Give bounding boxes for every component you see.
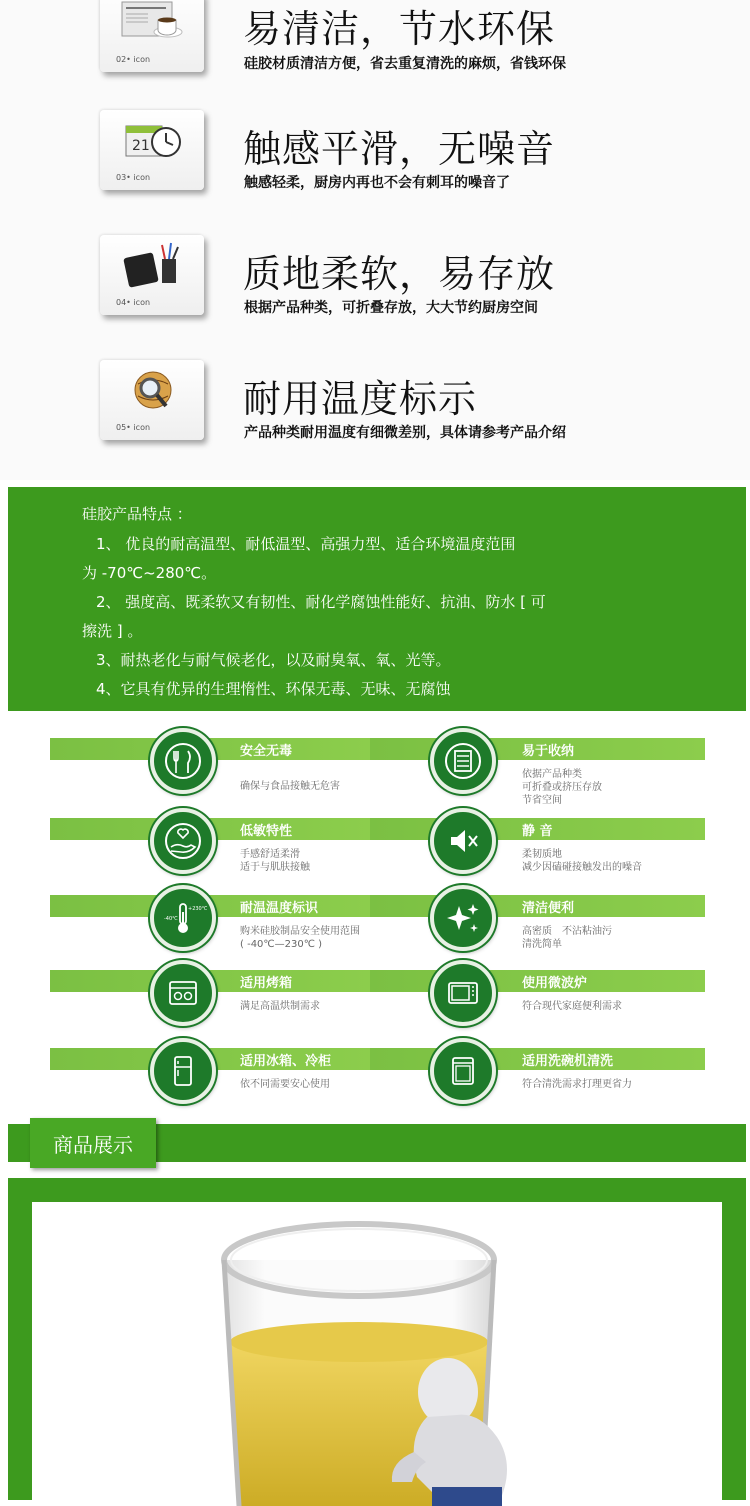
grid-item-hypoallergenic (50, 808, 390, 880)
grid-item-title: 清洁便利 (522, 901, 575, 916)
icon-label: 03• icon (116, 173, 151, 182)
tea-glass-infuser-illustration (32, 1202, 722, 1502)
section-title: 商品展示 (30, 1118, 156, 1168)
grid-item-title: 适用洗碗机清洗 (522, 1054, 614, 1069)
silicone-properties-panel (8, 487, 746, 711)
grid-item-fridge (50, 1038, 390, 1110)
feature-easy-clean (0, 0, 750, 110)
grid-item-desc: 高密质 不沾粘油污 (522, 926, 612, 937)
grid-item-desc: 节省空间 (522, 795, 562, 806)
feature-icon-card (100, 235, 204, 315)
properties-line: 2、 强度高、既柔软又有韧性、耐化学腐蚀性能好、抗油、防水 [ 可 (96, 593, 546, 611)
grid-item-desc: 清洗简单 (522, 939, 562, 950)
grid-item-safe (50, 728, 390, 800)
grid-item-desc: 依不同需要安心使用 (240, 1079, 330, 1090)
product-showcase (8, 1178, 746, 1500)
properties-line: 擦洗 ] 。 (82, 622, 143, 640)
sparkle-icon (430, 885, 496, 951)
grid-item-desc: 符合清洗需求打理更省力 (522, 1079, 632, 1090)
grid-item-title: 使用微波炉 (522, 976, 588, 991)
grid-item-title: 耐温温度标识 (240, 901, 319, 916)
icon-label: 04• icon (116, 298, 151, 307)
grid-item-desc: 可折叠或挤压存放 (522, 782, 602, 793)
oven-icon (150, 960, 216, 1026)
tablet-pens-icon (118, 241, 188, 289)
grid-item-dishwasher (370, 1038, 710, 1110)
grid-item-silent (370, 808, 710, 880)
icon-label: 05• icon (116, 423, 151, 432)
feature-icon-card (100, 0, 204, 72)
feature-icon-grid (0, 720, 750, 1110)
grid-item-desc: 满足高温烘制需求 (240, 1001, 320, 1012)
grid-item-title: 易于收纳 (522, 744, 575, 759)
feature-title: 质地柔软，易存放 (243, 252, 556, 296)
feature-list (0, 0, 750, 480)
thermo-low-label: -40℃ (164, 916, 178, 922)
grid-item-desc: 符合现代家庭便利需求 (522, 1001, 622, 1012)
feature-title: 易清洁，节水环保 (243, 7, 556, 51)
grid-item-microwave (370, 960, 710, 1032)
feature-icon-card (100, 110, 204, 190)
grid-item-desc: 购米硅胶制品安全使用范围 (240, 926, 360, 937)
properties-line: 1、 优良的耐高温型、耐低温型、高强力型、适合环境温度范围 (96, 535, 516, 553)
thermometer-icon (150, 885, 216, 951)
fridge-icon (150, 1038, 216, 1104)
feature-subtitle: 根据产品种类，可折叠存放，大大节约厨房空间 (244, 300, 538, 316)
feature-smooth (0, 110, 750, 220)
grid-item-desc: ( -40℃—230℃ ) (240, 939, 323, 950)
product-photo (32, 1202, 722, 1502)
grid-item-title: 低敏特性 (240, 824, 293, 839)
grid-item-temperature (50, 885, 390, 957)
grid-item-desc: 依据产品种类 (522, 769, 582, 780)
grid-item-title: 安全无毒 (240, 744, 293, 759)
grid-item-oven (50, 960, 390, 1032)
properties-line: 3、耐热老化与耐气候老化，以及耐臭氧、氧、光等。 (96, 651, 451, 669)
grid-item-desc: 减少因磕碰接触发出的噪音 (522, 862, 642, 873)
properties-line: 4、它具有优异的生理惰性、环保无毒、无味、无腐蚀 (96, 680, 451, 698)
feature-subtitle: 触感轻柔，厨房内再也不会有刺耳的噪音了 (244, 175, 510, 191)
grid-item-desc: 手感舒适柔滑 (240, 849, 300, 860)
svg-text:21: 21 (132, 138, 150, 154)
globe-magnifier-icon (118, 366, 188, 414)
microwave-icon (430, 960, 496, 1026)
grid-item-title: 适用冰箱、冷柜 (240, 1054, 332, 1069)
thermo-high-label: +230℃ (188, 906, 208, 912)
feature-soft (0, 235, 750, 345)
icon-label: 02• icon (116, 55, 151, 64)
grid-item-storage (370, 728, 710, 806)
feature-icon-card (100, 360, 204, 440)
feature-temperature (0, 360, 750, 470)
newspaper-coffee-icon (118, 0, 188, 46)
grid-item-easy-clean (370, 885, 710, 957)
hand-heart-icon (150, 808, 216, 874)
properties-line: 为 -70℃~280℃。 (82, 564, 217, 582)
feature-title: 触感平滑，无噪音 (243, 127, 556, 171)
grid-item-desc: 适于与肌肤接触 (240, 862, 310, 873)
grid-item-title: 适用烤箱 (240, 976, 293, 991)
mute-speaker-icon (430, 808, 496, 874)
grid-item-desc: 柔韧质地 (522, 849, 562, 860)
feature-title: 耐用温度标示 (243, 377, 478, 421)
grid-item-title: 静 音 (522, 824, 553, 839)
stack-icon (430, 728, 496, 794)
cutlery-icon (150, 728, 216, 794)
calendar-clock-icon (118, 116, 188, 164)
properties-heading: 硅胶产品特点 ： (82, 505, 192, 523)
dishwasher-icon (430, 1038, 496, 1104)
grid-item-desc: 确保与食品接触无危害 (240, 781, 340, 792)
feature-subtitle: 硅胶材质清洁方便，省去重复清洗的麻烦，省钱环保 (244, 56, 566, 72)
feature-subtitle: 产品种类耐用温度有细微差别，具体请参考产品介绍 (244, 425, 566, 441)
